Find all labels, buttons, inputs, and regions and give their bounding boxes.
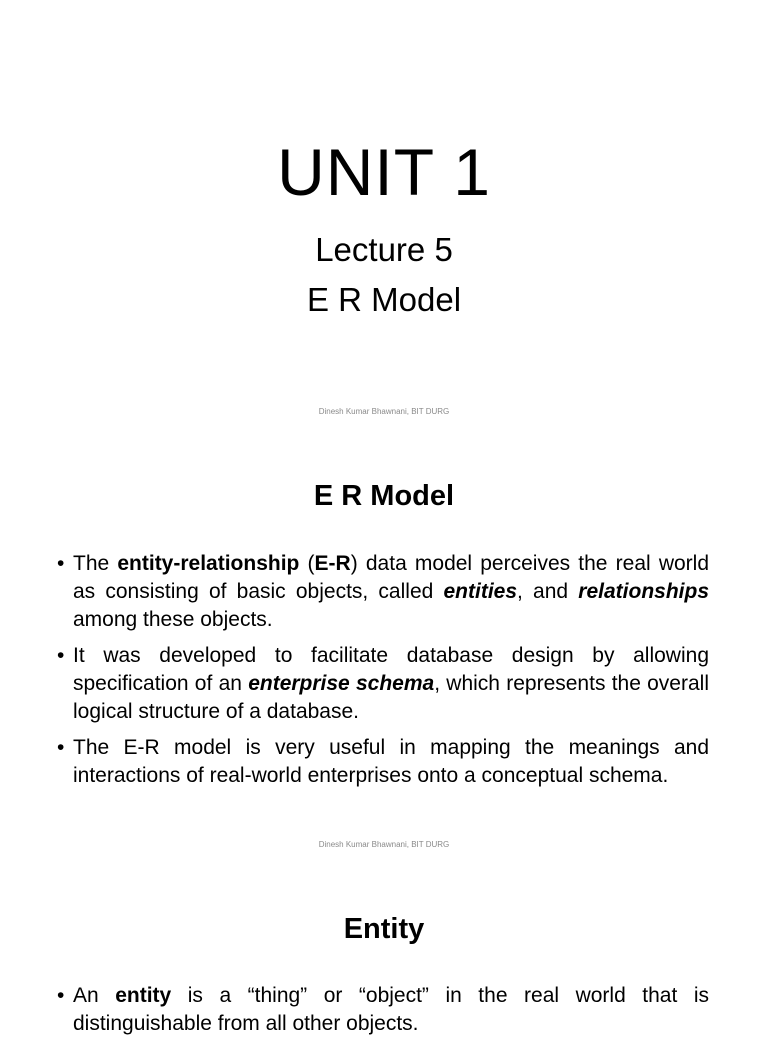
bullet-dot: • — [57, 644, 65, 667]
er-model-bullets — [57, 550, 709, 798]
text-run: is a “thing” or “object” in the real world that is distinguishable from all other objects. — [73, 984, 709, 1035]
text-run: among these objects. — [73, 608, 273, 631]
topic-subtitle: E R Model — [306, 281, 462, 318]
bullet-item — [57, 982, 709, 1038]
text-run: It was developed to facilitate database design by allowing specification of an — [73, 644, 709, 695]
bullet-item — [57, 550, 709, 634]
unit-title: UNIT 1 — [277, 135, 491, 209]
text-run: The E-R model is very useful in mapping the meanings and interactions of real-world enterprises onto a conceptual schema. — [73, 736, 709, 787]
bullet-item — [57, 642, 709, 726]
text-run: , and — [517, 580, 579, 603]
text-run: ( — [299, 552, 315, 575]
lecture-subtitle: Lecture 5 — [315, 231, 453, 268]
slide2-footer: Dinesh Kumar Bhawnani, BIT DURG — [318, 840, 450, 849]
bold-term: E-R — [314, 552, 351, 575]
bold-italic-term: relationships — [578, 580, 709, 603]
text-run: An — [73, 984, 116, 1007]
bold-italic-term: enterprise schema — [248, 672, 435, 695]
bullet-dot: • — [57, 552, 65, 575]
bold-term: entity — [115, 984, 172, 1007]
bold-term: entity-relationship — [117, 552, 300, 575]
bullet-item — [57, 734, 709, 790]
bold-italic-term: entities — [443, 580, 518, 603]
text-run: ) data model perceives the real world as consisting of basic objects, called — [73, 552, 710, 603]
entity-heading: Entity — [343, 913, 425, 945]
entity-bullets — [57, 982, 709, 1046]
text-run: , which represents the overall logical structure of a database. — [73, 672, 709, 723]
bullet-dot: • — [57, 984, 65, 1007]
er-model-heading: E R Model — [313, 480, 455, 512]
bullet-dot: • — [57, 736, 65, 759]
slide1-footer: Dinesh Kumar Bhawnani, BIT DURG — [318, 407, 450, 416]
text-run: The — [73, 552, 118, 575]
